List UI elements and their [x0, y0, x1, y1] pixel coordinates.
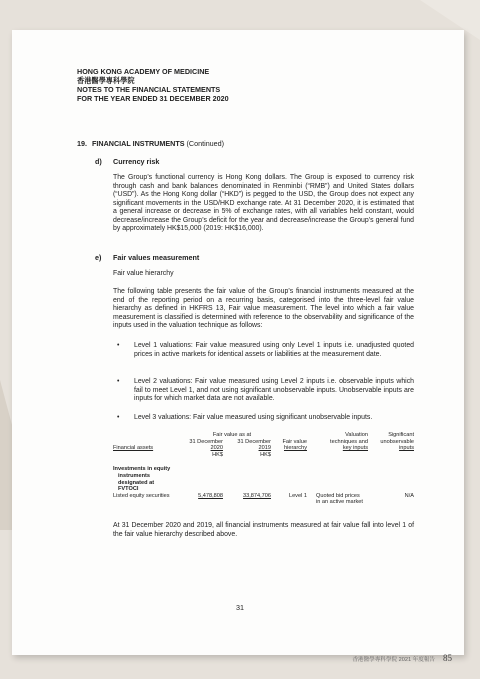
- bullet-mark: •: [117, 342, 120, 349]
- section-number: 19.: [77, 139, 87, 148]
- fair-value-intro-paragraph: The following table presents the fair value of the Group’s financial instruments measured at the end of the reporting period on a recurring basis, categorised into the three-level fair value hierarchy as defined in HKFRS 13, Fair value measurement. The level into which a fair value measurement is classified is determined with reference to the observability and significance of the inputs used in the valuation technique as follows:: [113, 288, 414, 329]
- table-header: Significant: [388, 432, 414, 438]
- report-title: NOTES TO THE FINANCIAL STATEMENTS: [77, 85, 221, 94]
- document-header: [77, 67, 397, 103]
- table-header: Fair value: [282, 438, 307, 445]
- table-header: Valuation: [345, 432, 368, 438]
- footer-page-number: 85: [443, 653, 452, 663]
- table-header: Financial assets: [113, 445, 154, 452]
- bullet-text: Level 2 valuations: Fair value measured using Level 2 inputs i.e. observable inputs which fail to meet Level 1, and not using significant unobservable inputs. Unobservable inputs are inputs for which market data are not available.: [134, 378, 414, 402]
- table-header: 31 December: [189, 438, 223, 445]
- table-header: techniques and: [330, 438, 368, 445]
- subsection-label: e): [95, 253, 102, 262]
- table-category: Investments in equity: [113, 466, 171, 473]
- table-header: key inputs: [342, 445, 368, 452]
- table-category: designated at: [118, 479, 155, 486]
- org-name-chinese: 香港醫學專科學院: [77, 76, 135, 85]
- subsection-heading-fair-values: [95, 253, 199, 262]
- bullet-mark: •: [117, 414, 120, 421]
- table-header: 2020: [210, 445, 223, 452]
- table-value-2019: 33,874,706: [243, 492, 271, 499]
- section-title: FINANCIAL INSTRUMENTS: [92, 139, 185, 148]
- table-currency: HK$: [260, 451, 271, 458]
- table-hierarchy-level: Level 1: [288, 492, 307, 499]
- table-category: instruments: [118, 472, 151, 479]
- bullet-text: Level 3 valuations: Fair value measured using significant unobservable inputs.: [134, 414, 373, 421]
- table-category: FVTOCI: [118, 486, 139, 493]
- table-unobservable-inputs: N/A: [404, 492, 414, 499]
- page-number: 31: [236, 603, 244, 612]
- table-row: [113, 493, 414, 506]
- subsection-title: Fair values measurement: [113, 253, 200, 262]
- page-footer: [352, 653, 452, 663]
- fair-value-hierarchy-subtitle: Fair value hierarchy: [113, 270, 174, 277]
- section-suffix: (Continued): [186, 139, 225, 148]
- footer-text: 香港醫學專科學院 2021 年度報告: [352, 657, 435, 663]
- table-header: 2019: [258, 445, 271, 452]
- section-heading: [77, 139, 224, 148]
- table-technique: Quoted bid prices in an active market: [316, 492, 363, 506]
- table-currency: HK$: [212, 451, 223, 458]
- fair-value-table: [113, 432, 414, 506]
- subsection-heading-currency-risk: [95, 157, 159, 166]
- table-header: inputs: [399, 445, 414, 452]
- table-group-header: Fair value as at: [212, 432, 252, 438]
- table-header: hierarchy: [283, 445, 307, 452]
- bullet-level-2: [113, 378, 414, 404]
- table-header: unobservable: [380, 438, 414, 445]
- subsection-title: Currency risk: [113, 157, 160, 166]
- fair-value-conclusion: At 31 December 2020 and 2019, all financial instruments measured at fair value fall into level 1 of the fair value hierarchy described above.: [113, 522, 414, 538]
- table-value-2020: 5,478,808: [198, 492, 223, 499]
- currency-risk-paragraph: The Group’s functional currency is Hong Kong dollars. The Group is exposed to currency risk through cash and bank balances denominated in Renminbi (“RMB”) and United States dollars (“USD”). As the Hong Kong dollar (“HKD”) is pegged to the USD, the Group does not expect any significant movements in the USD/HKD exchange rate. At 31 December 2020, it is estimated that a general increase or decrease in 5% of exchange rates, with all variables held constant, would decrease/increase the Group’s deficit for the year and decrease/increase the Group’s general fund by approximately HK$15,000 (2019: HK$16,000).: [113, 174, 414, 232]
- bullet-level-1: [113, 342, 414, 359]
- table-row-label: Listed equity securities: [113, 492, 170, 499]
- bullet-text: Level 1 valuations: Fair value measured using only Level 1 inputs i.e. unadjusted quoted prices in active markets for identical assets or liabilities at the measurement date.: [134, 342, 414, 358]
- table-header: 31 December: [237, 438, 271, 445]
- bullet-level-3: [113, 414, 414, 423]
- bullet-mark: •: [117, 378, 120, 385]
- report-period: FOR THE YEAR ENDED 31 DECEMBER 2020: [77, 94, 229, 103]
- org-name: HONG KONG ACADEMY OF MEDICINE: [77, 67, 210, 76]
- subsection-label: d): [95, 157, 102, 166]
